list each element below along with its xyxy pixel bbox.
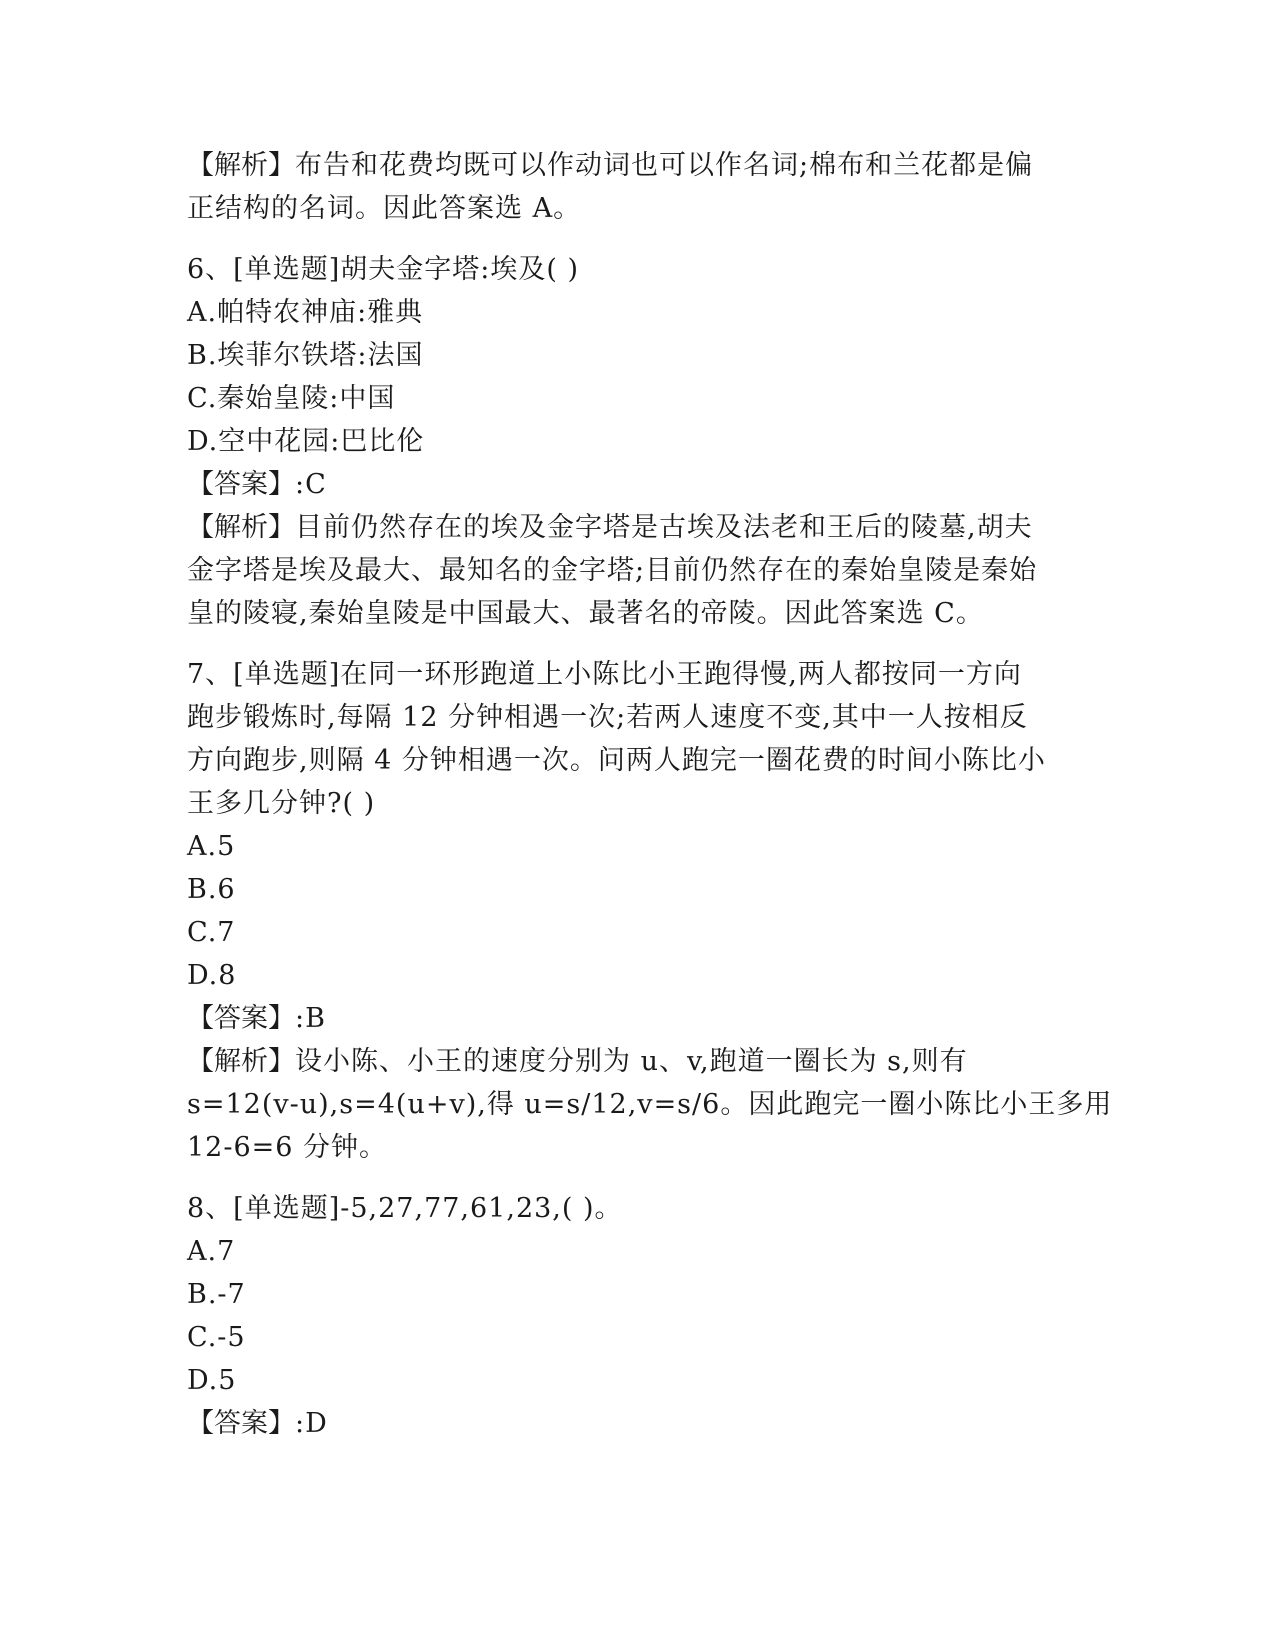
q8-answer	[187, 1402, 1077, 1445]
q6-option-a: A.帕特农神庙:雅典	[187, 297, 424, 328]
q7-analysis-line-2: s=12(v-u),s=4(u+v),得 u=s/12,v=s/6。因此跑完一圈小陈比小王多用	[187, 1089, 1113, 1120]
q6-option-b: B.埃菲尔铁塔:法国	[187, 340, 424, 371]
q6-answer	[187, 463, 1077, 506]
q7-analysis-text-1: 设小陈、小王的速度分别为 u、v,跑道一圈长为 s,则有	[295, 1046, 968, 1077]
q8-option-c: C.-5	[187, 1322, 246, 1353]
q7-answer-label: 【答案】	[187, 1003, 295, 1034]
q5-analysis-line-1	[187, 144, 1077, 187]
q7-answer-value: :B	[295, 1003, 326, 1034]
q7-analysis-line-3: 12-6=6 分钟。	[187, 1132, 388, 1163]
q6-analysis-text-1: 目前仍然存在的埃及金字塔是古埃及法老和王后的陵墓,胡夫	[295, 512, 1033, 543]
q5-analysis-label: 【解析】	[187, 150, 295, 181]
q7-option-a: A.5	[187, 831, 236, 862]
q6-option-c: C.秦始皇陵:中国	[187, 383, 396, 414]
q6-analysis-label: 【解析】	[187, 512, 295, 543]
q7-stem-line-1: 7、[单选题]在同一环形跑道上小陈比小王跑得慢,两人都按同一方向	[187, 659, 1022, 690]
q8-option-a: A.7	[187, 1236, 236, 1267]
q7-analysis-line-1	[187, 1040, 1077, 1083]
q6-stem: 6、[单选题]胡夫金字塔:埃及( )	[187, 254, 579, 285]
q8-answer-value: :D	[295, 1408, 328, 1439]
q7-stem-line-4: 王多几分钟?( )	[187, 788, 376, 819]
q6-answer-value: :C	[295, 469, 327, 500]
q7-analysis-label: 【解析】	[187, 1046, 295, 1077]
q6-option-d: D.空中花园:巴比伦	[187, 426, 425, 457]
q8-answer-label: 【答案】	[187, 1408, 295, 1439]
q6-analysis-line-3: 皇的陵寝,秦始皇陵是中国最大、最著名的帝陵。因此答案选 C。	[187, 598, 984, 629]
q6-analysis-line-1	[187, 506, 1077, 549]
document-page	[187, 144, 1113, 1445]
q8-option-b: B.-7	[187, 1279, 246, 1310]
q5-analysis-text-1: 布告和花费均既可以作动词也可以作名词;棉布和兰花都是偏	[295, 150, 1034, 181]
q7-option-c: C.7	[187, 917, 236, 948]
q7-answer	[187, 997, 1077, 1040]
q7-option-b: B.6	[187, 874, 236, 905]
q6-answer-label: 【答案】	[187, 469, 295, 500]
q7-option-d: D.8	[187, 960, 237, 991]
q8-stem: 8、[单选题]-5,27,77,61,23,( )。	[187, 1193, 623, 1224]
q6-analysis-line-2: 金字塔是埃及最大、最知名的金字塔;目前仍然存在的秦始皇陵是秦始	[187, 555, 1038, 586]
q8-option-d: D.5	[187, 1365, 237, 1396]
q5-analysis-line-2: 正结构的名词。因此答案选 A。	[187, 193, 582, 224]
q7-stem-line-2: 跑步锻炼时,每隔 12 分钟相遇一次;若两人速度不变,其中一人按相反	[187, 702, 1028, 733]
q7-stem-line-3: 方向跑步,则隔 4 分钟相遇一次。问两人跑完一圈花费的时间小陈比小	[187, 745, 1046, 776]
